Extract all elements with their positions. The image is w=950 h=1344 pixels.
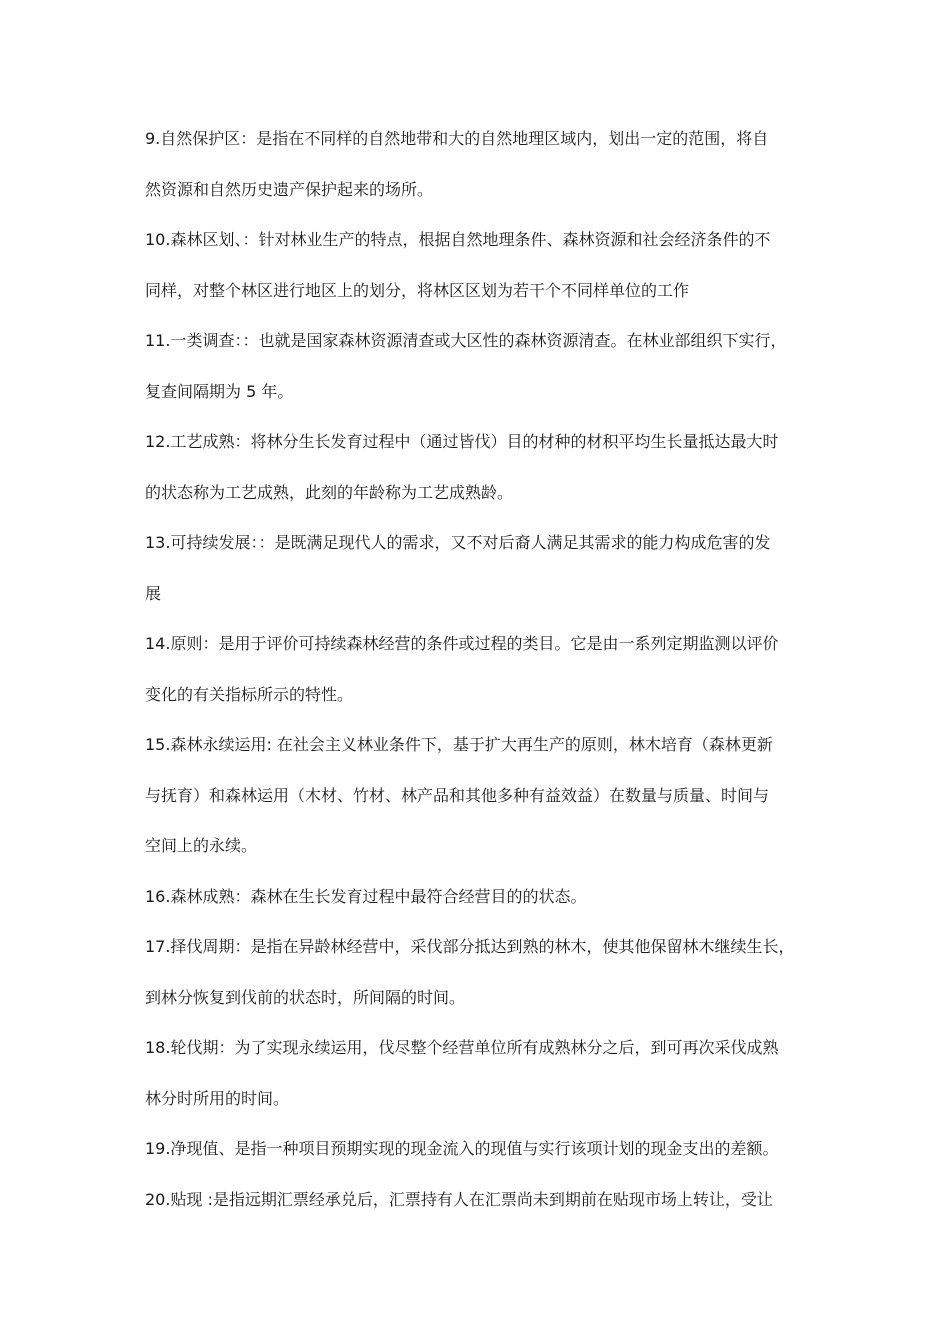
text-line: 然资源和自然历史遗产保护起来的场所。 [145, 180, 434, 199]
text-line: 同样，对整个林区进行地区上的划分，将林区区划为若干个不同样单位的工作 [145, 281, 690, 300]
text-line: 变化的有关指标所示的特性。 [145, 685, 354, 704]
text-line: 林分时所用的时间。 [145, 1089, 290, 1108]
text-line: 13.可持续发展：：是既满足现代人的需求，又不对后裔人满足其需求的能力构成危害的发 [145, 533, 771, 552]
text-line: 到林分恢复到伐前的状态时，所间隔的时间。 [145, 988, 466, 1007]
text-line: 10.森林区划、：针对林业生产的特点，根据自然地理条件、森林资源和社会经济条件的不 [145, 230, 771, 249]
text-line: 20.贴现 :是指远期汇票经承兑后，汇票持有人在汇票尚未到期前在贴现市场上转让，受让 [145, 1190, 773, 1209]
text-line: 与抚育）和森林运用（木材、竹材、林产品和其他多种有益效益）在数量与质量、时间与 [145, 786, 770, 805]
text-line: 14.原则：是用于评价可持续森林经营的条件或过程的类目。它是由一系列定期监测以评价 [145, 634, 779, 653]
text-line: 11.一类调查：：也就是国家森林资源清查或大区性的森林资源清查。在林业部组织下实行， [145, 331, 787, 350]
text-line: 15.森林永续运用: 在社会主义林业条件下，基于扩大再生产的原则，林木培育（森林更新 [145, 735, 773, 754]
text-line: 的状态称为工艺成熟，此刻的年龄称为工艺成熟龄。 [145, 483, 514, 502]
text-line: 复查间隔期为 5 年。 [145, 382, 294, 401]
text-line: 展 [145, 584, 162, 603]
text-line: 空间上的永续。 [145, 836, 258, 855]
text-line: 17.择伐周期：是指在异龄林经营中，采伐部分抵达到熟的林木，使其他保留林木继续生长， [145, 937, 795, 956]
text-line: 18.轮伐期：为了实现永续运用，伐尽整个经营单位所有成熟林分之后，到可再次采伐成熟 [145, 1038, 779, 1057]
text-line: 12.工艺成熟：将林分生长发育过程中（通过皆伐）目的材种的材积平均生长量抵达最大时 [145, 432, 779, 451]
text-line: 19.净现值、是指一种项目预期实现的现金流入的现值与实行该项计划的现金支出的差额。 [145, 1139, 779, 1158]
text-line: 16.森林成熟：森林在生长发育过程中最符合经营目的的状态。 [145, 887, 587, 906]
text-line: 9.自然保护区：是指在不同样的自然地带和大的自然地理区域内，划出一定的范围，将自 [145, 129, 769, 148]
